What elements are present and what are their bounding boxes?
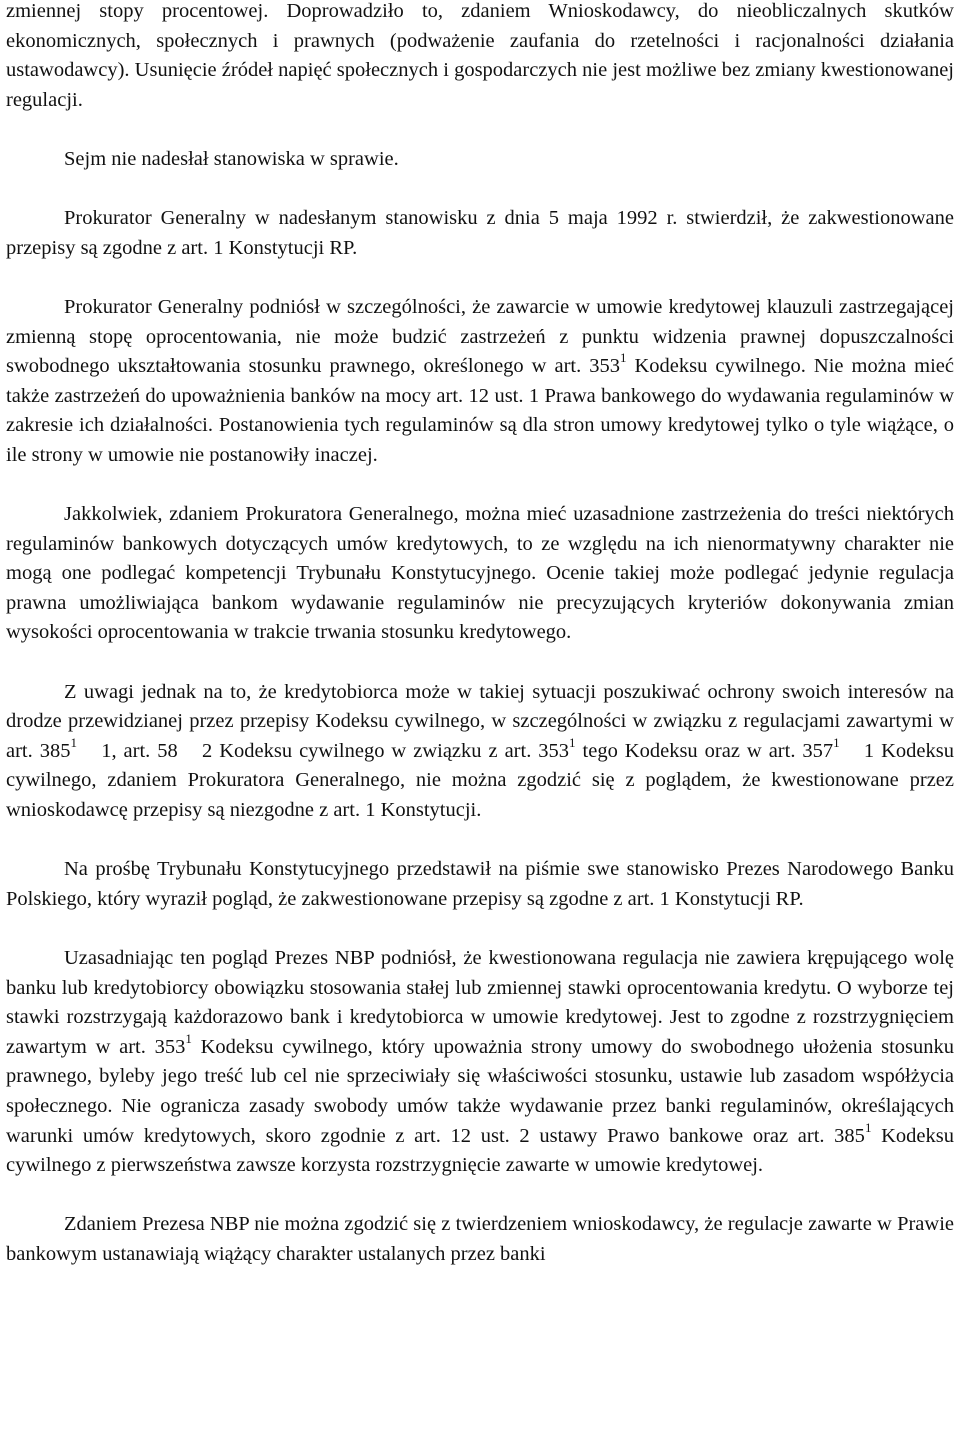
paragraph — [6, 145, 954, 175]
superscript-number: 1 — [185, 1030, 192, 1046]
paragraph — [6, 855, 954, 914]
paragraph — [6, 204, 954, 263]
document-page — [6, 0, 954, 1270]
superscript-number: 1 — [833, 735, 840, 751]
paragraph — [6, 500, 954, 648]
paragraph — [6, 1210, 954, 1269]
paragraph-text: Zdaniem Prezesa NBP nie można zgodzić się z twierdzeniem wnioskodawcy, że regulacje zawarte w Prawie bankowym ustanawiają wiążący charakter ustalanych przez banki — [6, 1213, 954, 1265]
paragraph — [6, 0, 954, 115]
superscript-number: 1 — [70, 735, 77, 751]
superscript-number: 1 — [619, 350, 627, 366]
paragraph-text: 1 Kodeksu cywilnego, zdaniem Prokuratora Generalnego, nie można zgodzić się z poglądem, że kwestionowane przez wnioskodawcę przepisy są niezgodne z art. 1 Konstytucji. — [6, 739, 954, 822]
paragraph-text: Uzasadniając ten pogląd Prezes NBP podniósł, że kwestionowana regulacja nie zawiera krępującego wolę banku lub kredytobiorcy obowiązku stosowania stałej lub zmiennej stawki oprocentowania kredytu. O wyborze tej stawki rozstrzygają każdorazowo bank i kredytobiorca w umowie kredytowej. Jest to zgodne z rozstrzygnięciem zawartym w art. 353 — [6, 947, 954, 1058]
paragraph-text: Z uwagi jednak na to, że kredytobiorca może w takiej sytuacji poszukiwać ochrony swoich interesów na drodze przewidzianej przez przepisy Kodeksu cywilnego, w szczególności w związku z regulacjami zawartymi w art. 385 — [6, 680, 954, 762]
paragraph-text: Prokurator Generalny w nadesłanym stanowisku z dnia 5 maja 1992 r. stwierdził, że zakwestionowane przepisy są zgodne z art. 1 Konstytucji RP. — [6, 207, 954, 259]
superscript-number: 1 — [569, 735, 576, 751]
paragraph-text: Kodeksu cywilnego, który upoważnia strony umowy do swobodnego ułożenia stosunku prawnego, byleby jego treść lub cel nie sprzeciwiały się właściwości stosunku, ustawie lub zasadom współżycia społecznego. Nie ogranicza zasady swobody umów także wydawanie przez banki regulaminów, określających warunki umów kredytowych, skoro zgodnie z art. 12 ust. 2 ustawy Prawo bankowe oraz art. 385 — [6, 1035, 954, 1147]
paragraph-text: 1, art. 58 2 Kodeksu cywilnego w związku z art. 353 — [76, 739, 570, 762]
paragraph — [6, 293, 954, 471]
paragraph-text: Jakkolwiek, zdaniem Prokuratora Generalnego, można mieć uzasadnione zastrzeżenia do treści niektórych regulaminów bankowych dotyczących umów kredytowych, to ze względu na ich nienormatywny charakter nie mogą one podlegać kompetencji Trybunału Konstytucyjnego. Ocenie takiej może podlegać jedynie regulacja prawna umożliwiająca bankom wydawanie regulaminów nie precyzujących kryteriów dokonywania zmian wysokości oprocentowania w trakcie trwania stosunku kredytowego. — [6, 503, 954, 644]
paragraph-text: Na prośbę Trybunału Konstytucyjnego przedstawił na piśmie swe stanowisko Prezes Narodowego Banku Polskiego, który wyraził pogląd, że zakwestionowane przepisy są zgodne z art. 1 Konstytucji RP. — [6, 858, 954, 910]
paragraph-text: Prokurator Generalny podniósł w szczególności, że zawarcie w umowie kredytowej klauzuli zastrzegającej zmienną stopę oprocentowania, nie może budzić zastrzeżeń z punktu widzenia prawnej dopuszczalności swobodnego ukształtowania stosunku prawnego, określonego w art. 353 — [6, 295, 954, 378]
paragraph — [6, 678, 954, 826]
superscript-number: 1 — [864, 1119, 872, 1135]
paragraph — [6, 944, 954, 1181]
paragraph-text: zmiennej stopy procentowej. Doprowadziło to, zdaniem Wnioskodawcy, do nieobliczalnych skutków ekonomicznych, społecznych i prawnych (podważenie zaufania do rzetelności i racjonalności działania ustawodawcy). Usunięcie źródeł napięć społecznych i gospodarczych nie jest możliwe bez zmiany kwestionowanej regulacji. — [6, 0, 954, 111]
paragraph-text: tego Kodeksu oraz w art. 357 — [575, 739, 834, 762]
paragraph-text: Kodeksu cywilnego. Nie można mieć także zastrzeżeń do upoważnienia banków na mocy art. 12 ust. 1 Prawa bankowego do wydawania regulaminów w zakresie ich działalności. Postanowienia tych regulaminów są dla stron umowy kredytowej tylko o tyle wiążące, o ile strony w umowie nie postanowiły inaczej. — [6, 355, 954, 466]
paragraph-text: Sejm nie nadesłał stanowiska w sprawie. — [64, 147, 399, 170]
paragraph-text: Kodeksu cywilnego z pierwszeństwa zawsze korzysta rozstrzygnięcie zawarte w umowie kredytowej. — [6, 1124, 954, 1177]
